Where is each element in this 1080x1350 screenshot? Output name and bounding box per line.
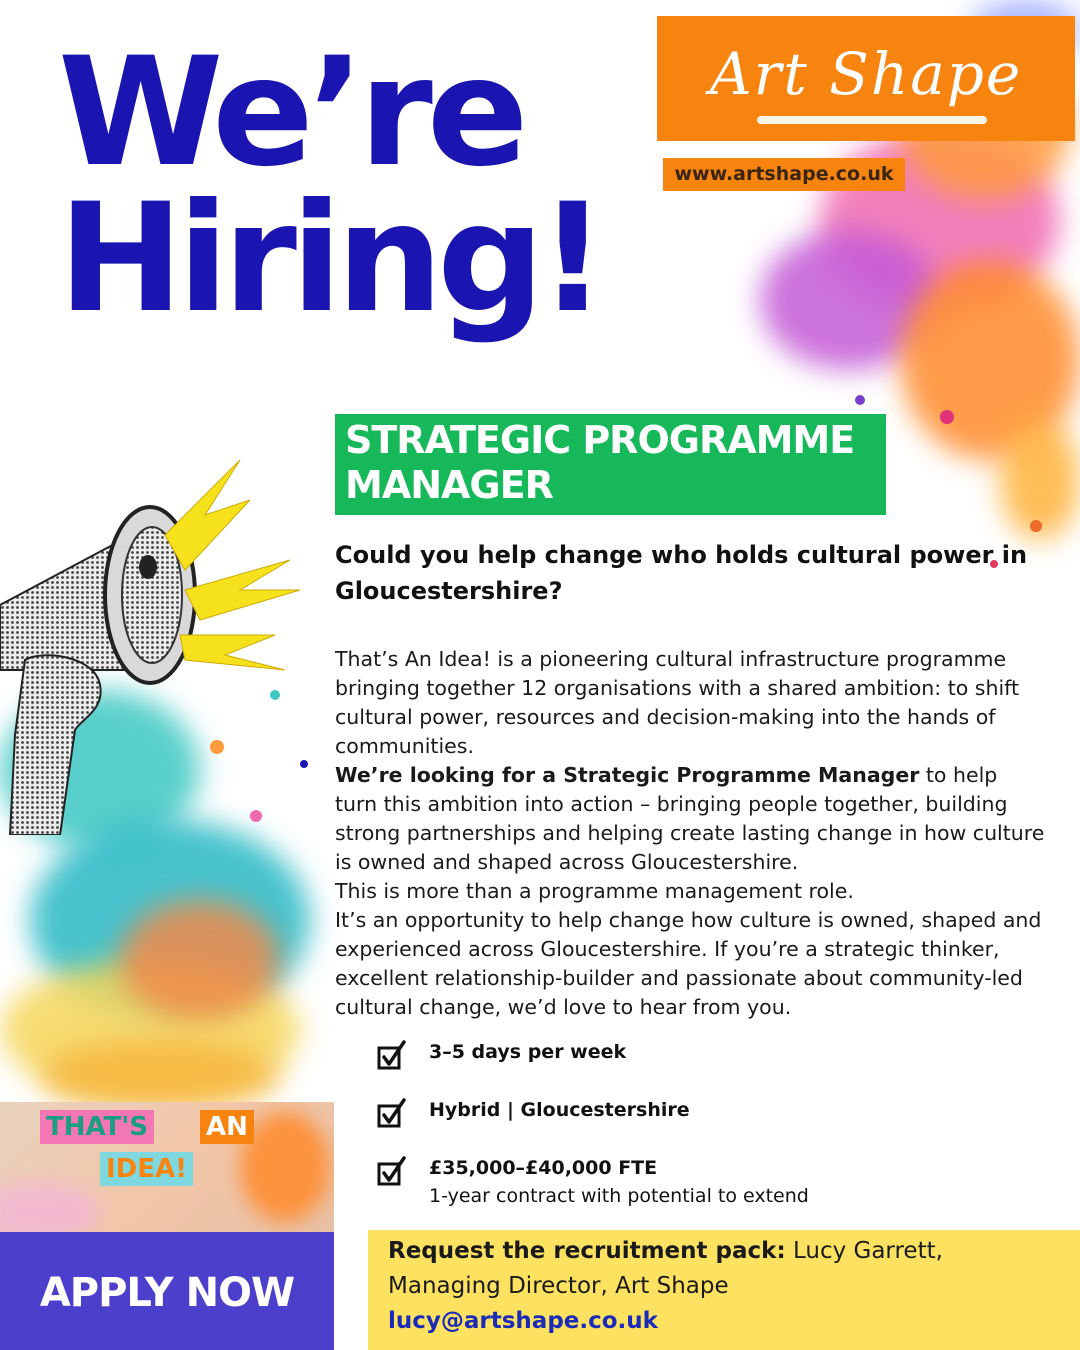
lead-question: Could you help change who holds cultural power in Gloucestershire? (335, 541, 1028, 605)
checkbox-tick-icon (376, 1098, 408, 1130)
headline-line-2: Hiring! (58, 172, 601, 346)
contact-email-link[interactable]: lucy@artshape.co.uk (388, 1308, 658, 1334)
apply-now-label: APPLY NOW (39, 1270, 295, 1316)
description-paragraph-3: This is more than a programme management role. (335, 879, 854, 903)
logo-brush-underline (757, 116, 987, 124)
megaphone-icon (0, 455, 330, 835)
lightning-bolt-icon (165, 460, 300, 670)
role-title: STRATEGIC PROGRAMME MANAGER (345, 418, 855, 507)
bullet-location-label: Hybrid | Gloucestershire (429, 1099, 690, 1121)
description-paragraph-1: That’s An Idea! is a pioneering cultural infrastructure programme bringing together 12 organisations with a shared ambition: to shift cultural power, resources and decision-making into the hands of communities. (335, 647, 1020, 758)
description-paragraph-2-rest: to help turn this ambition into action – bringing people together, building strong partnerships and helping create lasting change in how culture is owned and shaped across Gloucestershire. (335, 763, 1045, 874)
badge-word-thats: THAT'S (40, 1110, 154, 1144)
description-paragraph-2 (335, 761, 1045, 877)
badge-word-an: AN (200, 1110, 254, 1144)
art-shape-logo (657, 16, 1075, 141)
job-description (335, 645, 1045, 1022)
website-link[interactable] (663, 158, 905, 191)
role-title-banner (335, 414, 886, 515)
bullet-salary-label: £35,000–£40,000 FTE (429, 1157, 658, 1179)
logo-wordmark: Art Shape (709, 40, 1023, 108)
role-highlight: We’re looking for a Strategic Programme Manager (335, 763, 920, 787)
contact-role: Managing Director, Art Shape (388, 1273, 729, 1299)
bullet-location (429, 1096, 690, 1124)
bullet-salary-note: 1-year contract with potential to extend (429, 1185, 809, 1207)
contact-details (388, 1234, 943, 1339)
bullet-days-label: 3–5 days per week (429, 1041, 627, 1063)
contact-name: Lucy Garrett, (785, 1238, 943, 1264)
bullet-salary (429, 1154, 809, 1210)
apply-now-button[interactable] (0, 1232, 334, 1350)
contact-panel (368, 1230, 1080, 1350)
bullet-days (429, 1038, 626, 1066)
badge-word-idea: IDEA! (100, 1152, 193, 1186)
contact-label: Request the recruitment pack: (388, 1238, 786, 1264)
website-url: www.artshape.co.uk (674, 163, 894, 185)
checkbox-tick-icon (376, 1040, 408, 1072)
page-title (58, 26, 601, 346)
headline-line-1: We’re (58, 26, 523, 200)
checkbox-tick-icon (376, 1156, 408, 1188)
description-paragraph-4: It’s an opportunity to help change how culture is owned, shaped and experienced across Gloucestershire. If you’re a strategic thinker, excellent relationship-builder and passionate about community-led cultural change, we’d love to hear from you. (335, 908, 1042, 1019)
thats-an-idea-badge (0, 1102, 334, 1232)
